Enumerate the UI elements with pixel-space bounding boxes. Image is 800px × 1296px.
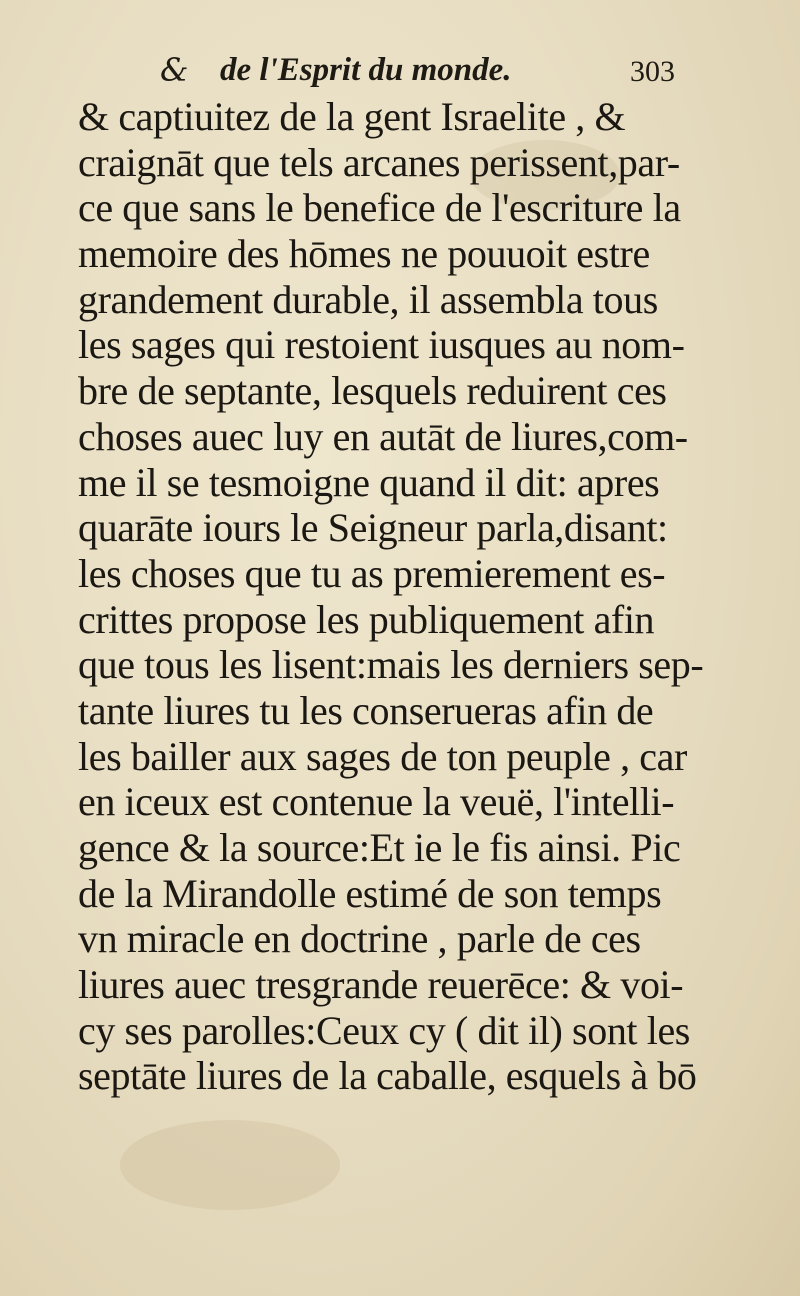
text-line: que tous les lisent:mais les derniers sep- <box>78 642 704 688</box>
text-line: les choses que tu as premierement es- <box>78 550 666 596</box>
text-line: & captiuitez de la gent Israelite , & <box>78 94 626 139</box>
running-header <box>160 46 720 96</box>
text-line: en iceux est contenue la veuë, l'intelli- <box>78 779 675 825</box>
text-line: cy ses parolles:Ceux cy ( dit il) sont les <box>78 1007 690 1053</box>
text-line: craignāt que tels arcanes perissent,par- <box>78 139 680 185</box>
text-line: vn miracle en doctrine , parle de ces <box>78 916 641 962</box>
text-line: crittes propose les publiquement afin <box>78 596 655 642</box>
paper-stain <box>120 1120 340 1210</box>
text-line: gence & la source:Et ie le fis ainsi. Pic <box>78 825 681 870</box>
text-line: quarāte iours le Seigneur parla,disant: <box>78 505 668 551</box>
text-line: tante liures tu les conserueras afin de <box>78 687 654 733</box>
page-number: 303 <box>630 55 675 88</box>
text-line: les sages qui restoient iusques au nom- <box>78 322 685 368</box>
text-line: les bailler aux sages de ton peuple , car <box>78 733 687 779</box>
text-line: ce que sans le benefice de l'escriture la <box>78 185 681 231</box>
text-line: memoire des hōmes ne pouuoit estre <box>78 231 650 277</box>
text-line: septāte liures de la caballe, esquels à bō <box>78 1053 697 1099</box>
text-line: grandement durable, il assembla tous <box>78 276 658 322</box>
text-line: de la Mirandolle estimé de son temps <box>78 870 662 916</box>
header-ornament: & <box>160 51 189 89</box>
text-line: bre de septante, lesquels reduirent ces <box>78 368 667 414</box>
body-text <box>78 94 718 1099</box>
text-line: me il se tesmoigne quand il dit: apres <box>78 459 660 505</box>
text-line: liures auec tresgrande reuerēce: & voi- <box>78 962 684 1008</box>
running-title: de l'Esprit du monde. <box>220 52 512 88</box>
text-line: choses auec luy en autāt de liures,com- <box>78 413 688 459</box>
